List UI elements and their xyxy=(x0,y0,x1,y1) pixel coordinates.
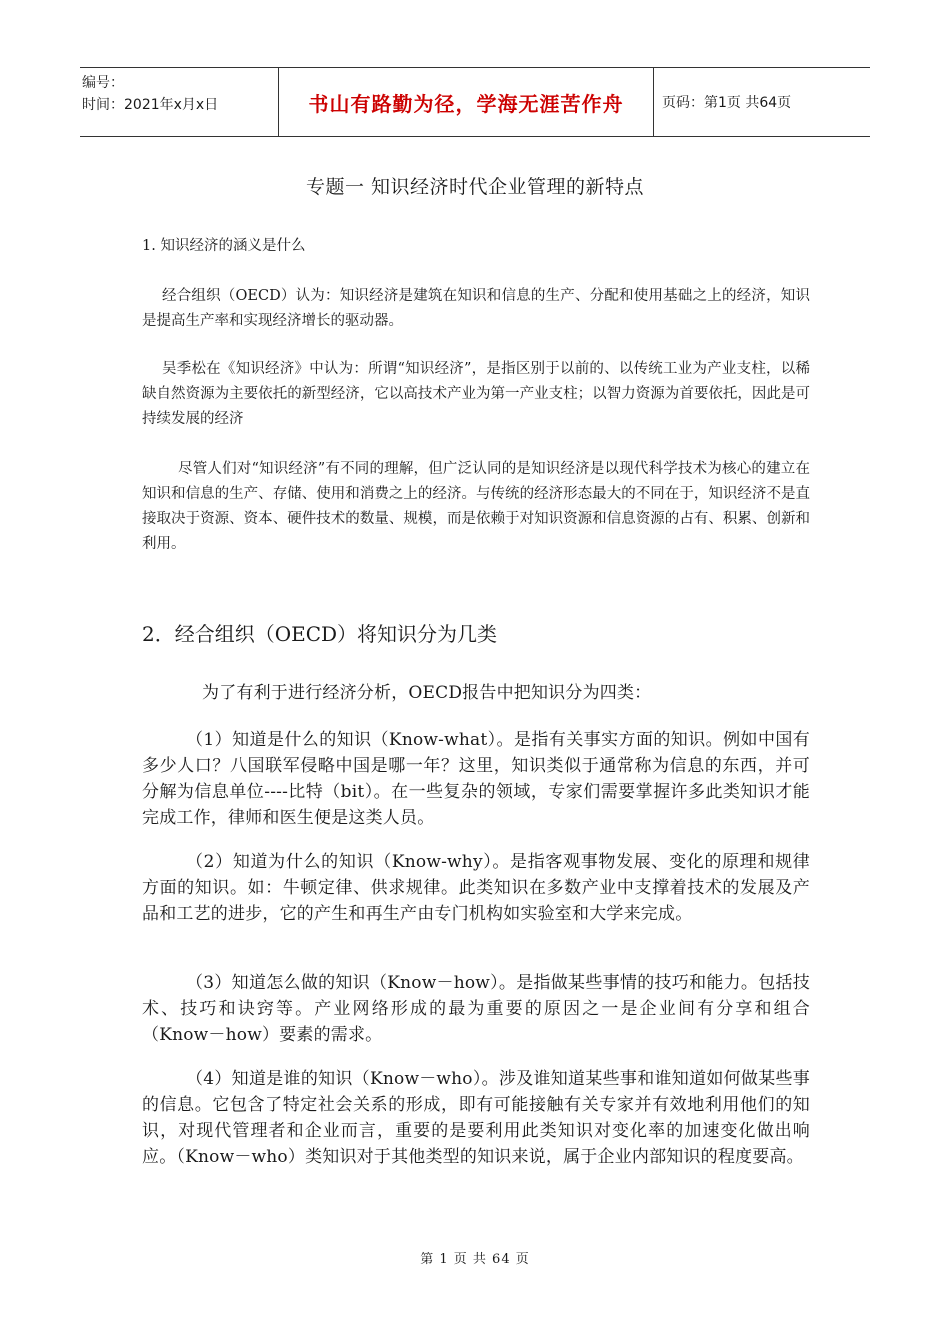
page-footer: 第 1 页 共 64 页 xyxy=(420,1252,530,1267)
section2-heading: 2．经合组织（OECD）将知识分为几类 xyxy=(142,622,498,646)
header-page-info: 页码：第1页 共64页 xyxy=(662,95,792,111)
section1-paragraph-2: 吴季松在《知识经济》中认为：所谓“知识经济”，是指区别于以前的、以传统工业为产业支柱，以稀缺自然资源为主要依托的新型经济，它以高技术产业为第一产业支柱；以智力资源为首要依托，因此是可持续发展的经济 xyxy=(142,361,810,427)
section1-heading: 1. 知识经济的涵义是什么 xyxy=(142,238,306,254)
section2-item-3: （3）知道怎么做的知识（Know－how）。是指做某些事情的技巧和能力。包括技术、技巧和诀窍等。产业网络形成的最为重要的原因之一是企业间有分享和组合（Know－how）要素的需求。 xyxy=(142,973,810,1045)
document-title: 专题一 知识经济时代企业管理的新特点 xyxy=(305,176,645,198)
doc-time-label: 时间：2021年x月x日 xyxy=(82,97,219,113)
section1-paragraph-1: 经合组织（OECD）认为：知识经济是建筑在知识和信息的生产、分配和使用基础之上的经济，知识是提高生产率和实现经济增长的驱动器。 xyxy=(142,288,810,329)
page-header xyxy=(80,67,870,137)
section2-item-4: （4）知道是谁的知识（Know－who）。涉及谁知道某些事和谁知道如何做某些事的信息。它包含了特定社会关系的形成，即有可能接触有关专家并有效地利用他们的知识，对现代管理者和企业而言，重要的是要利用此类知识对变化率的加速变化做出响应。（Know－who）类知识对于其他类型的知识来说，属于企业内部知识的程度要高。 xyxy=(142,1069,810,1167)
header-motto: 书山有路勤为径，学海无涯苦作舟 xyxy=(278,68,654,136)
section2-intro: 为了有利于进行经济分析，OECD报告中把知识分为四类： xyxy=(202,683,652,703)
doc-number-label: 编号： xyxy=(82,75,124,91)
section2-item-1: （1）知道是什么的知识（Know-what）。是指有关事实方面的知识。例如中国有多少人口？八国联军侵略中国是哪一年？这里，知识类似于通常称为信息的东西，并可分解为信息单位----比特（bit）。在一些复杂的领域，专家们需要掌握许多此类知识才能完成工作，律师和医生便是这类人员。 xyxy=(142,730,810,828)
section2-item-2: （2）知道为什么的知识（Know-why）。是指客观事物发展、变化的原理和规律方面的知识。如：牛顿定律、供求规律。此类知识在多数产业中支撑着技术的发展及产品和工艺的进步，它的产生和再生产由专门机构如实验室和大学来完成。 xyxy=(142,852,810,924)
header-meta xyxy=(80,68,278,136)
section1-paragraph-3: 尽管人们对“知识经济”有不同的理解，但广泛认同的是知识经济是以现代科学技术为核心的建立在知识和信息的生产、存储、使用和消费之上的经济。与传统的经济形态最大的不同在于，知识经济不是直接取决于资源、资本、硬件技术的数量、规模，而是依赖于对知识资源和信息资源的占有、积累、创新和利用。 xyxy=(142,461,810,552)
